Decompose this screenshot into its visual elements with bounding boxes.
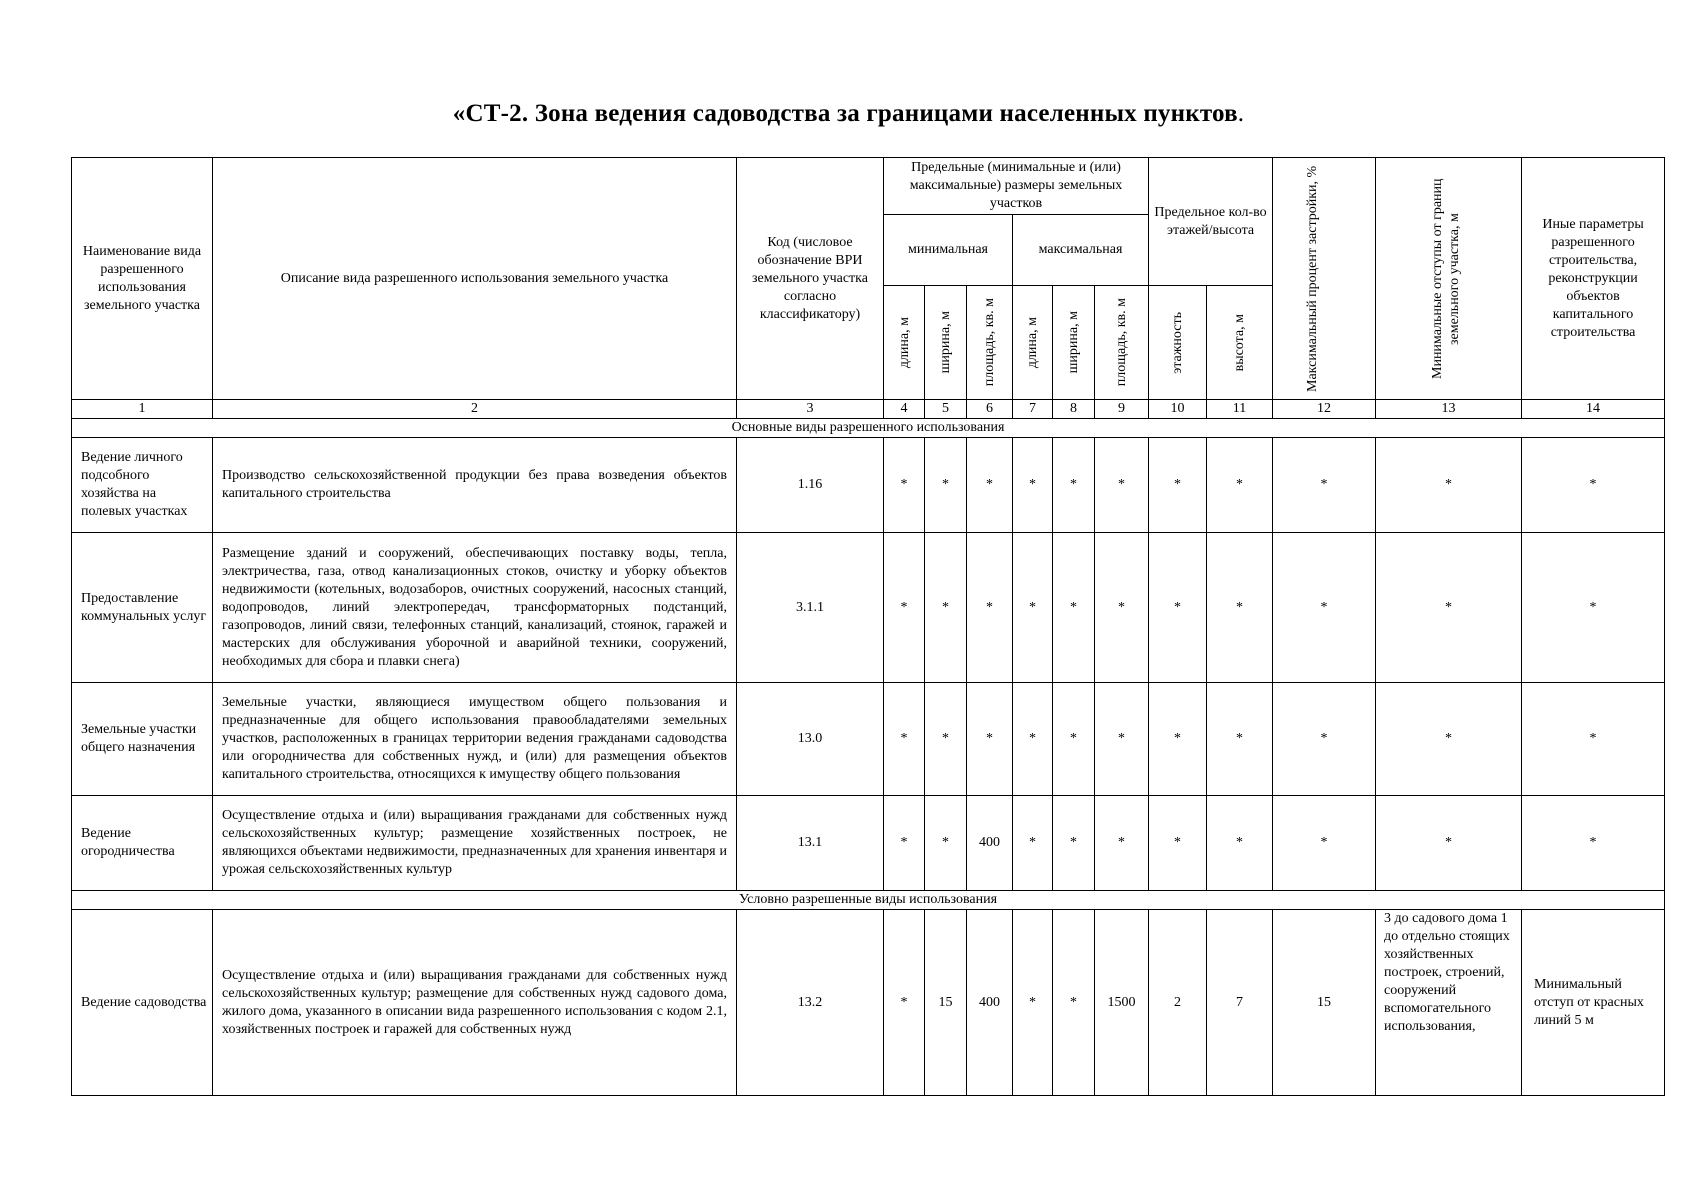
- row-value: *: [925, 438, 967, 533]
- table-row: [72, 796, 1665, 891]
- section-conditional-title: Условно разрешенные виды использования: [72, 891, 1665, 910]
- header-floors: [1149, 286, 1207, 400]
- header-col1: Наименование вида разрешенного использования земельного участка: [72, 158, 213, 400]
- row-value: 15: [925, 910, 967, 1096]
- row-value: *: [884, 910, 925, 1096]
- header-max: максимальная: [1013, 215, 1149, 286]
- row-value: *: [1522, 438, 1665, 533]
- row-name: Земельные участки общего назначения: [72, 683, 213, 796]
- row-description: Размещение зданий и сооружений, обеспечивающих поставку воды, тепла, электричества, газа, отвод канализационных стоков, очистку и уборку объектов недвижимости (котельных, водозаборов, очистных сооружений, насосных станций, водопроводов, линий электропередач, трансформаторных подстанций, газопроводов, линий связи, телефонных станций, канализаций, стоянок, гаражей и мастерских для обслуживания уборочной и аварийной техники, сооружений, необходимых для сбора и плавки снега): [213, 533, 737, 683]
- row-value: *: [1149, 683, 1207, 796]
- row-value: *: [1013, 683, 1053, 796]
- row-value: *: [884, 438, 925, 533]
- header-max-length: [1013, 286, 1053, 400]
- column-number: 14: [1522, 400, 1665, 419]
- title-text: «СТ-2. Зона ведения садоводства за границами населенных пунктов: [452, 100, 1238, 127]
- header-min-width: [925, 286, 967, 400]
- header-height-text: высота, м: [1232, 313, 1248, 372]
- row-description: Осуществление отдыха и (или) выращивания гражданами для собственных нужд сельскохозяйственных культур; размещение для собственных нужд садового дома, жилого дома, указанного в описании вида разрешенного использования с кодом 2.1, хозяйственных построек и гаражей для собственных нужд: [213, 910, 737, 1096]
- row-value: *: [1207, 533, 1273, 683]
- page-title: [0, 100, 1697, 128]
- row-value: *: [1149, 533, 1207, 683]
- row-setbacks: 3 до садового дома 1 до отдельно стоящих хозяйственных построек, строений, сооружений вспомогательного использования,: [1376, 910, 1522, 1096]
- row-value: *: [1013, 796, 1053, 891]
- table-row: [72, 910, 1665, 1096]
- row-other-params: Минимальный отступ от красных линий 5 м: [1522, 910, 1665, 1096]
- header-col12-text: Максимальный процент застройки, %: [1305, 165, 1321, 392]
- header-max-width-text: ширина, м: [1066, 311, 1081, 374]
- row-value: *: [1273, 438, 1376, 533]
- row-value: *: [884, 796, 925, 891]
- row-value: 15: [1273, 910, 1376, 1096]
- header-height: [1207, 286, 1273, 400]
- column-numbers-row: [72, 400, 1665, 419]
- row-value: *: [1095, 796, 1149, 891]
- row-value: *: [1095, 683, 1149, 796]
- header-max-width: [1053, 286, 1095, 400]
- table-row: [72, 683, 1665, 796]
- row-value: *: [884, 533, 925, 683]
- row-name: Ведение личного подсобного хозяйства на полевых участках: [72, 438, 213, 533]
- column-number: 3: [737, 400, 884, 419]
- header-col13: [1376, 158, 1522, 400]
- row-value: *: [1207, 796, 1273, 891]
- row-value: *: [1522, 533, 1665, 683]
- row-value: 2: [1149, 910, 1207, 1096]
- header-size-group: Предельные (минимальные и (или) максимальные) размеры земельных участков: [884, 158, 1149, 215]
- row-value: *: [1522, 683, 1665, 796]
- header-max-length-text: длина, м: [1025, 316, 1040, 369]
- column-number: 12: [1273, 400, 1376, 419]
- row-name: Предоставление коммунальных услуг: [72, 533, 213, 683]
- row-value: *: [1013, 438, 1053, 533]
- column-number: 4: [884, 400, 925, 419]
- row-value: *: [1053, 683, 1095, 796]
- column-number: 1: [72, 400, 213, 419]
- header-col14: Иные параметры разрешенного строительства, реконструкции объектов капитального строительства: [1522, 158, 1665, 400]
- header-row-1: [72, 158, 1665, 215]
- section-main-row: [72, 419, 1665, 438]
- header-col2: Описание вида разрешенного использования земельного участка: [213, 158, 737, 400]
- column-number: 7: [1013, 400, 1053, 419]
- column-number: 9: [1095, 400, 1149, 419]
- row-value: *: [967, 683, 1013, 796]
- row-description: Производство сельскохозяйственной продукции без права возведения объектов капитального строительства: [213, 438, 737, 533]
- row-value: *: [1376, 683, 1522, 796]
- column-number: 2: [213, 400, 737, 419]
- row-value: *: [1053, 796, 1095, 891]
- header-col13-text: Минимальные отступы от границ земельного участка, м: [1429, 178, 1462, 379]
- header-min-area: [967, 286, 1013, 400]
- row-value: *: [967, 533, 1013, 683]
- row-value: *: [1013, 533, 1053, 683]
- table-row: [72, 438, 1665, 533]
- row-value: *: [1522, 796, 1665, 891]
- header-floors-text: этажность: [1170, 311, 1186, 374]
- row-value: *: [925, 796, 967, 891]
- header-min-length-text: длина, м: [896, 316, 912, 369]
- row-value: *: [1095, 533, 1149, 683]
- row-value: *: [1053, 910, 1095, 1096]
- row-name: Ведение огородничества: [72, 796, 213, 891]
- header-min: минимальная: [884, 215, 1013, 286]
- section-main-title: Основные виды разрешенного использования: [72, 419, 1665, 438]
- column-number: 13: [1376, 400, 1522, 419]
- header-min-width-text: ширина, м: [938, 311, 953, 374]
- row-value: *: [1149, 438, 1207, 533]
- row-value: *: [925, 533, 967, 683]
- row-value: *: [1273, 683, 1376, 796]
- header-min-length: [884, 286, 925, 400]
- row-code: 1.16: [737, 438, 884, 533]
- row-value: *: [1207, 438, 1273, 533]
- row-value: *: [1207, 683, 1273, 796]
- row-value: *: [925, 683, 967, 796]
- header-col3: Код (числовое обозначение ВРИ земельного участка согласно классификатору): [737, 158, 884, 400]
- zone-regulations-table: [71, 157, 1665, 1096]
- row-value: *: [1149, 796, 1207, 891]
- row-value: 7: [1207, 910, 1273, 1096]
- column-number: 11: [1207, 400, 1273, 419]
- header-max-area: [1095, 286, 1149, 400]
- row-value: *: [1376, 438, 1522, 533]
- row-value: *: [1273, 533, 1376, 683]
- row-description: Осуществление отдыха и (или) выращивания гражданами для собственных нужд сельскохозяйственных культур; размещение хозяйственных построек, не являющихся объектами недвижимости, предназначенных для хранения инвентаря и урожая сельскохозяйственных культур: [213, 796, 737, 891]
- row-description: Земельные участки, являющиеся имуществом общего пользования и предназначенные для общего использования правообладателями земельных участков, расположенных в границах территории ведения гражданами садоводства или огородничества для собственных нужд, и (или) для размещения объектов капитального строительства, относящихся к имуществу общего пользования: [213, 683, 737, 796]
- row-value: *: [1053, 533, 1095, 683]
- row-code: 13.0: [737, 683, 884, 796]
- table-row: [72, 533, 1665, 683]
- row-value: *: [1013, 910, 1053, 1096]
- row-value: *: [1273, 796, 1376, 891]
- header-min-area-text: площадь, кв. м: [982, 298, 997, 387]
- row-code: 13.2: [737, 910, 884, 1096]
- row-value: *: [1053, 438, 1095, 533]
- row-value: 1500: [1095, 910, 1149, 1096]
- row-name: Ведение садоводства: [72, 910, 213, 1096]
- header-max-area-text: площадь, кв. м: [1114, 298, 1130, 387]
- section-conditional-row: [72, 891, 1665, 910]
- row-value: *: [1376, 533, 1522, 683]
- header-col12: [1273, 158, 1376, 400]
- column-number: 6: [967, 400, 1013, 419]
- row-value: *: [1095, 438, 1149, 533]
- title-period: .: [1237, 100, 1245, 127]
- column-number: 5: [925, 400, 967, 419]
- row-code: 13.1: [737, 796, 884, 891]
- row-value: 400: [967, 910, 1013, 1096]
- row-code: 3.1.1: [737, 533, 884, 683]
- row-value: *: [884, 683, 925, 796]
- header-floors-group: Предельное кол-во этажей/высота: [1149, 158, 1273, 286]
- row-value: 400: [967, 796, 1013, 891]
- row-value: *: [1376, 796, 1522, 891]
- row-value: *: [967, 438, 1013, 533]
- column-number: 10: [1149, 400, 1207, 419]
- column-number: 8: [1053, 400, 1095, 419]
